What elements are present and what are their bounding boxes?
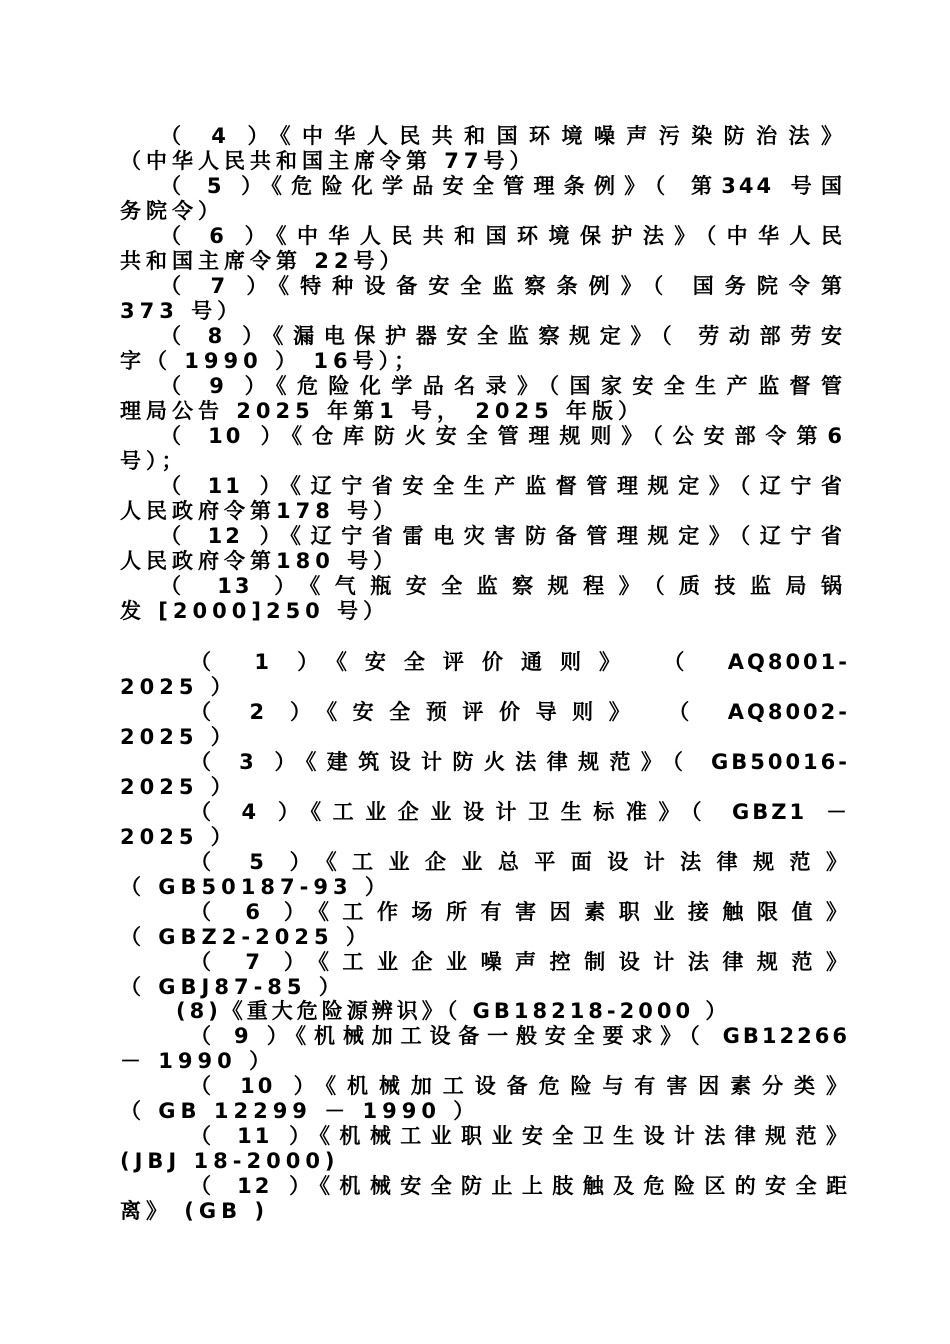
standard-item-12-line2: 离》 (GB ) xyxy=(120,1199,270,1223)
law-item-8-line2: 字（ 1990 ） 16号）； xyxy=(120,349,421,373)
standard-item-12-line1: （ 12 ）《机械安全防止上肢触及危险区的安全距 xyxy=(190,1174,850,1198)
standard-item-1-line2: 2025 ） xyxy=(120,675,237,699)
law-item-12-line2: 人民政府令第180 号） xyxy=(120,549,400,573)
standard-item-2-line2: 2025 ） xyxy=(120,725,237,749)
law-item-5-line1: （ 5 ）《危险化学品安全管理条例》（ 第344 号国 xyxy=(160,174,845,198)
standard-item-5-line1: （ 5 ）《工业企业总平面设计法律规范》 xyxy=(190,850,850,874)
law-item-11-line1: （ 11 ）《辽宁省安全生产监督管理规定》（辽宁省 xyxy=(160,474,845,498)
law-item-8-line1: （ 8 ）《漏电保护器安全监察规定》（ 劳动部劳安 xyxy=(160,324,845,348)
standard-item-3-line1: （ 3 ）《建筑设计防火法律规范》（ GB50016- xyxy=(190,750,850,774)
law-item-11-line2: 人民政府令第178 号） xyxy=(120,499,400,523)
standard-item-6-line1: （ 6 ）《工作场所有害因素职业接触限值》 xyxy=(190,900,850,924)
standard-item-11-line2: (JBJ 18-2000) xyxy=(120,1149,340,1173)
standard-item-7-line2: （ GBJ87-85 ） xyxy=(120,975,345,999)
law-item-4-line2: （中华人民共和国主席令第 77号） xyxy=(120,149,536,173)
standard-item-10-line1: （ 10 ）《机械加工设备危险与有害因素分类》 xyxy=(190,1074,850,1098)
standard-item-11-line1: （ 11 ）《机械工业职业安全卫生设计法律规范》 xyxy=(190,1124,850,1148)
standard-item-7-line1: （ 7 ）《工业企业噪声控制设计法律规范》 xyxy=(190,950,850,974)
standard-item-8: (8)《重大危险源辨识》（ GB18218-2000 ） xyxy=(176,999,731,1023)
law-item-13-line2: 发 [2000]250 号） xyxy=(120,599,390,623)
law-item-7-line1: （ 7 ）《特种设备安全监察条例》（ 国务院令第 xyxy=(160,274,845,298)
standard-item-1-line1: （ 1 ）《安全评价通则》 （ AQ8001- xyxy=(190,650,850,674)
law-item-12-line1: （ 12 ）《辽宁省雷电灾害防备管理规定》（辽宁省 xyxy=(160,524,845,548)
law-item-13-line1: （ 13 ）《气瓶安全监察规程》（质技监局锅 xyxy=(160,574,845,598)
law-item-5-line2: 务院令） xyxy=(120,199,224,223)
law-item-6-line1: （ 6 ）《中华人民共和国环境保护法》（中华人民 xyxy=(160,224,845,248)
law-item-10-line1: （ 10 ）《仓库防火安全管理规则》（公安部令第6 xyxy=(160,424,845,448)
standard-item-4-line1: （ 4 ）《工业企业设计卫生标准》（ GBZ1 － xyxy=(190,800,850,824)
law-item-6-line2: 共和国主席令第 22号） xyxy=(120,249,406,273)
law-item-9-line2: 理局公告 2025 年第1 号， 2025 年版） xyxy=(120,399,645,423)
law-item-7-line2: 373 号） xyxy=(120,299,244,323)
standard-item-4-line2: 2025 ） xyxy=(120,825,237,849)
standard-item-2-line1: （ 2 ）《安全预评价导则》 （ AQ8002- xyxy=(190,700,850,724)
law-item-4-line1: （ 4 ）《中华人民共和国环境噪声污染防治法》 xyxy=(160,124,845,148)
law-item-10-line2: 号）； xyxy=(120,449,188,473)
standard-item-6-line2: （ GBZ2-2025 ） xyxy=(120,925,372,949)
law-item-9-line1: （ 9 ）《危险化学品名录》（国家安全生产监督管 xyxy=(160,374,845,398)
standard-item-3-line2: 2025 ） xyxy=(120,775,237,799)
standard-item-9-line2: － 1990 ） xyxy=(120,1049,276,1073)
standard-item-5-line2: （ GB50187-93 ） xyxy=(120,875,391,899)
standard-item-10-line2: （ GB 12299 － 1990 ） xyxy=(120,1099,480,1123)
standard-item-9-line1: （ 9 ）《机械加工设备一般安全要求》（ GB12266 xyxy=(190,1024,850,1048)
